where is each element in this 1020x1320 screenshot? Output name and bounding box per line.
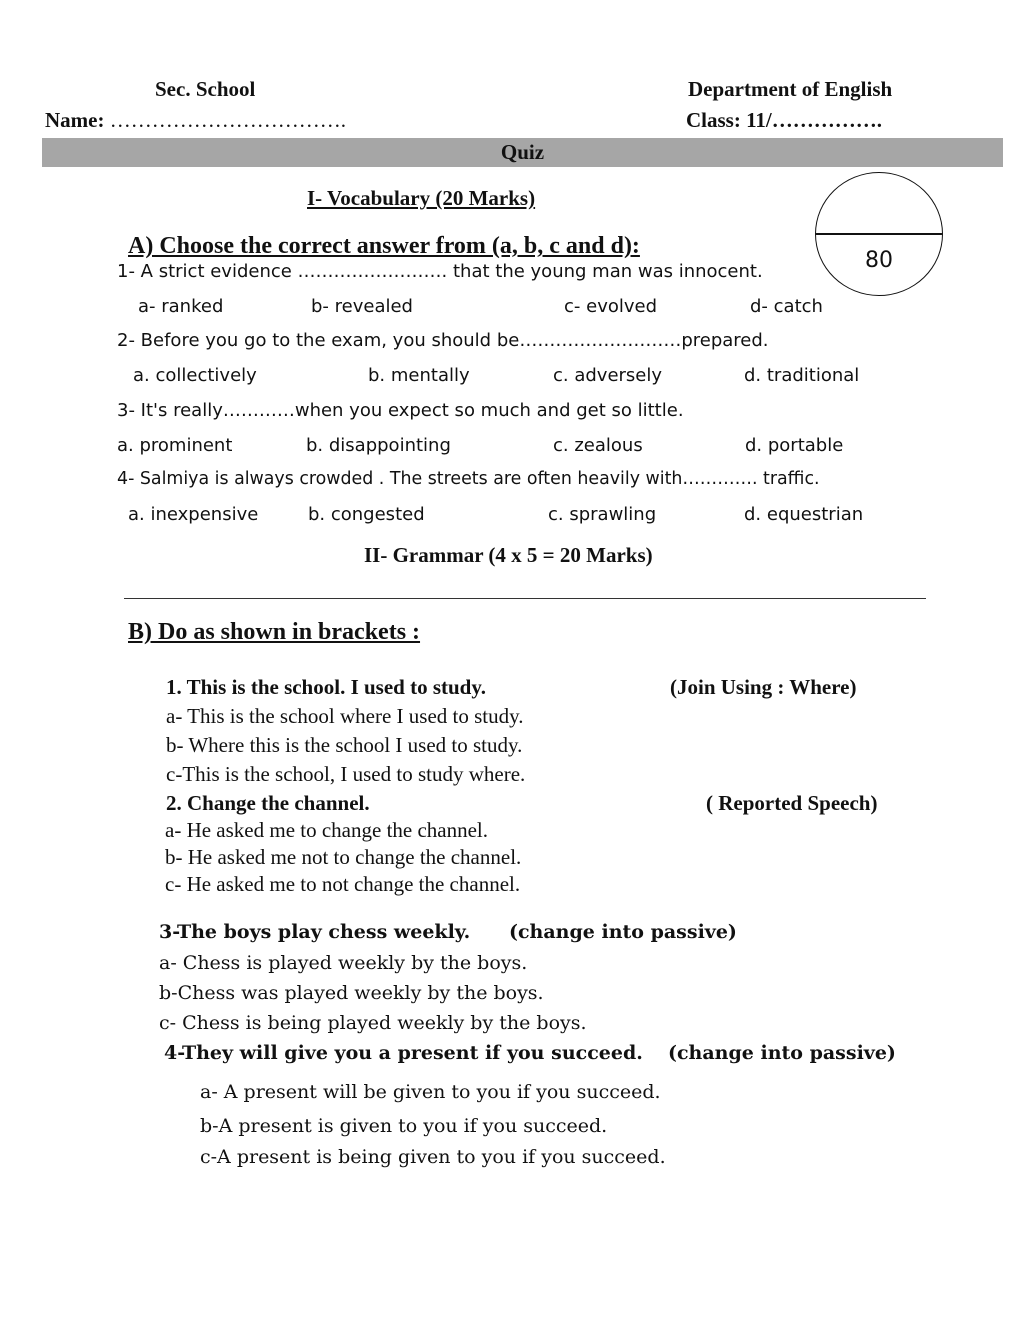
score-divider [816, 233, 942, 235]
grammar-q1-option-c: c-This is the school, I used to study where. [166, 762, 526, 786]
name-label: Name: [45, 108, 105, 132]
vocab-q4-option-d: d. equestrian [744, 504, 864, 525]
school-name: Sec. School [155, 77, 256, 101]
grammar-q2-instruction: ( Reported Speech) [706, 791, 878, 815]
grammar-section-title: II- Grammar (4 x 5 = 20 Marks) [364, 543, 653, 567]
department-name: Department of English [688, 77, 893, 101]
vocab-q2-option-a: a. collectively [133, 365, 257, 386]
grammar-q4-option-c: c-A present is being given to you if you succeed. [200, 1146, 666, 1168]
grammar-q2-option-c: c- He asked me to not change the channel. [165, 872, 521, 896]
grammar-part-title: B) Do as shown in brackets : [128, 619, 421, 645]
grammar-q3-instruction: (change into passive) [509, 921, 737, 943]
score-total: 80 [865, 248, 893, 273]
vocab-q4-option-a: a. inexpensive [128, 504, 259, 525]
name-field [45, 108, 346, 133]
name-blank: ……………………………. [109, 108, 346, 132]
vocab-question-3: 3- It's really…………when you expect so much and get so little. [117, 400, 684, 421]
grammar-q3-option-c: c- Chess is being played weekly by the boys. [159, 1012, 587, 1034]
grammar-q2-option-b: b- He asked me not to change the channel. [165, 845, 522, 869]
grammar-q4-option-a: a- A present will be given to you if you succeed. [200, 1081, 661, 1103]
score-circle [815, 172, 943, 296]
vocab-q3-option-d: d. portable [745, 435, 844, 456]
quiz-banner: Quiz [42, 138, 1003, 167]
section-divider [124, 598, 926, 599]
grammar-question-3: 3-The boys play chess weekly. [159, 921, 471, 943]
vocabulary-section-title: I- Vocabulary (20 Marks) [307, 186, 536, 210]
grammar-question-4: 4-They will give you a present if you succeed. [164, 1042, 643, 1064]
grammar-q3-option-b: b-Chess was played weekly by the boys. [159, 982, 544, 1004]
grammar-q2-option-a: a- He asked me to change the channel. [165, 818, 489, 842]
vocab-question-1: 1- A strict evidence ……………………. that the young man was innocent. [117, 261, 763, 282]
vocab-q2-option-d: d. traditional [744, 365, 860, 386]
vocab-q1-option-c: c- evolved [564, 296, 658, 317]
grammar-q1-instruction: (Join Using : Where) [670, 675, 857, 699]
vocab-question-2: 2- Before you go to the exam, you should be………………………prepared. [117, 330, 769, 351]
grammar-question-1: 1. This is the school. I used to study. [166, 675, 486, 699]
grammar-q1-option-a: a- This is the school where I used to study. [166, 704, 524, 728]
vocab-q2-option-b: b. mentally [368, 365, 470, 386]
vocab-question-4: 4- Salmiya is always crowded . The streets are often heavily with…………. traffic. [117, 469, 820, 489]
vocab-q4-option-b: b. congested [308, 504, 425, 525]
grammar-q1-option-b: b- Where this is the school I used to study. [166, 733, 523, 757]
grammar-q3-option-a: a- Chess is played weekly by the boys. [159, 952, 528, 974]
grammar-question-2: 2. Change the channel. [166, 791, 370, 815]
vocab-q1-option-b: b- revealed [311, 296, 413, 317]
vocab-q3-option-c: c. zealous [553, 435, 643, 456]
vocab-q3-option-a: a. prominent [117, 435, 233, 456]
vocabulary-part-title: A) Choose the correct answer from (a, b, c and d): [128, 233, 640, 259]
vocab-q1-option-d: d- catch [750, 296, 823, 317]
vocab-q2-option-c: c. adversely [553, 365, 663, 386]
grammar-q4-instruction: (change into passive) [668, 1042, 896, 1064]
vocab-q1-option-a: a- ranked [138, 296, 224, 317]
grammar-q4-option-b: b-A present is given to you if you succeed. [200, 1115, 608, 1137]
vocab-q3-option-b: b. disappointing [306, 435, 451, 456]
vocab-q4-option-c: c. sprawling [548, 504, 657, 525]
class-field: Class: 11/……………. [686, 108, 883, 132]
